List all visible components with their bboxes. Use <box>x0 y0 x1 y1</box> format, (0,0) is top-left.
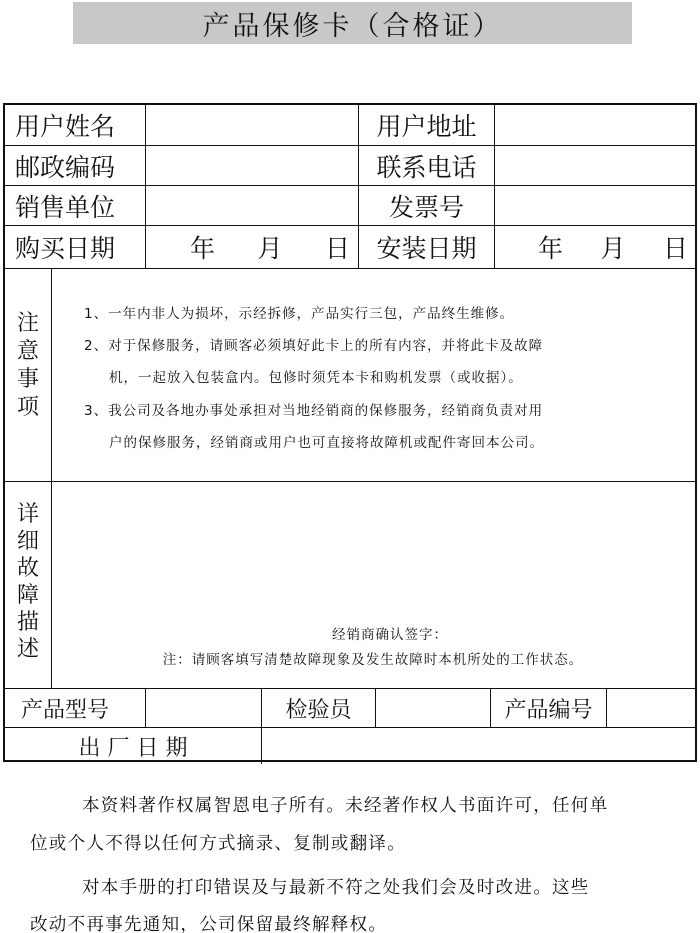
fault-heading-char: 细 <box>16 529 39 554</box>
phone-field[interactable] <box>495 146 695 185</box>
notice-line: 3、我公司及各地办事处承担对当地经销商的保修服务，经销商负责对用 <box>84 403 544 419</box>
purchase-month-unit: 月 <box>257 234 283 263</box>
label-serial-number: 产品编号 <box>504 697 593 723</box>
dealer-signature-label: 经销商确认签字： <box>332 627 448 643</box>
label-product-model: 产品型号 <box>21 697 110 723</box>
label-factory-date: 出 厂 日 期 <box>78 735 188 761</box>
footer-line: 对本手册的打印错误及与最新不符之处我们会及时改进。这些 <box>82 878 590 898</box>
footer-line: 改动不再事先通知，公司保留最终解释权。 <box>30 915 388 933</box>
fault-heading-char: 障 <box>16 583 39 608</box>
notice-heading-char: 项 <box>16 395 39 420</box>
notice-heading-char: 注 <box>16 311 39 336</box>
fault-heading-char: 故 <box>16 556 39 581</box>
label-install-date: 安装日期 <box>376 234 477 263</box>
user-name-field[interactable] <box>146 105 358 145</box>
purchase-day-unit: 日 <box>324 234 350 263</box>
fault-heading-char: 描 <box>16 610 39 635</box>
notice-heading <box>5 310 51 422</box>
install-month-unit: 月 <box>600 234 626 263</box>
notice-heading-char: 意 <box>16 339 39 364</box>
install-year-unit: 年 <box>538 234 564 263</box>
footer-line: 本资料著作权属智恩电子所有。未经著作权人书面许可，任何单 <box>82 796 609 816</box>
label-sales-unit: 销售单位 <box>15 192 116 222</box>
warranty-form <box>3 103 697 762</box>
notice-line: 2、对于保修服务，请顾客必须填好此卡上的所有内容，并将此卡及故障 <box>84 338 544 354</box>
postal-code-field[interactable] <box>146 146 358 185</box>
notice-line: 机，一起放入包装盒内。包修时须凭本卡和购机发票（或收据）。 <box>109 370 523 386</box>
fault-heading-char: 述 <box>16 637 39 662</box>
page-title: 产品保修卡（合格证） <box>73 2 632 44</box>
notice-heading-char: 事 <box>16 367 39 392</box>
inspector-field[interactable] <box>376 689 490 727</box>
fault-note: 注：请顾客填写清楚故障现象及发生故障时本机所处的工作状态。 <box>162 652 584 668</box>
user-address-field[interactable] <box>495 105 695 145</box>
label-inspector: 检验员 <box>285 697 352 723</box>
footer-line: 位或个人不得以任何方式摘录、复制或翻译。 <box>30 834 406 854</box>
factory-date-field[interactable] <box>262 728 695 764</box>
label-invoice-number: 发票号 <box>388 192 464 222</box>
purchase-year-unit: 年 <box>190 234 216 263</box>
serial-number-field[interactable] <box>607 689 695 727</box>
fault-heading-char: 详 <box>16 502 39 527</box>
label-user-name: 用户姓名 <box>15 112 116 141</box>
sales-unit-field[interactable] <box>146 186 358 225</box>
purchase-date-field[interactable] <box>190 226 350 268</box>
label-user-address: 用户地址 <box>376 112 477 141</box>
install-date-field[interactable] <box>538 226 688 268</box>
notice-line: 户的保修服务，经销商或用户也可直接将故障机或配件寄回本公司。 <box>109 435 544 451</box>
label-purchase-date: 购买日期 <box>15 234 116 263</box>
invoice-number-field[interactable] <box>495 186 695 225</box>
install-day-unit: 日 <box>662 234 688 263</box>
label-postal-code: 邮政编码 <box>15 152 116 182</box>
label-phone: 联系电话 <box>376 152 477 182</box>
product-model-field[interactable] <box>146 689 261 727</box>
notice-line: 1、一年内非人为损坏，示经拆修，产品实行三包，产品终生维修。 <box>84 306 515 322</box>
